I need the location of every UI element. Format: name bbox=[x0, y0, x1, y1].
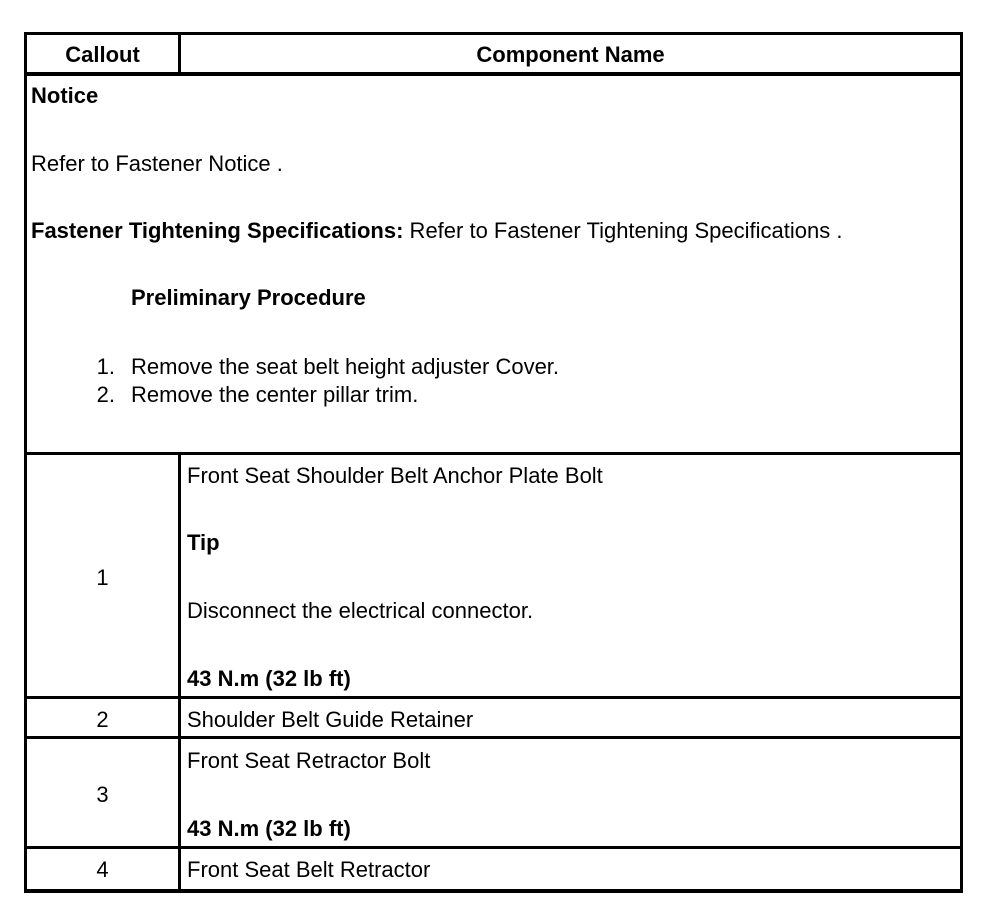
tip-text: Disconnect the electrical connector. bbox=[187, 598, 534, 623]
list-item bbox=[75, 353, 955, 381]
row-divider bbox=[24, 696, 963, 699]
step-text: Remove the center pillar trim. bbox=[131, 382, 419, 407]
callout-number: 1 bbox=[96, 565, 109, 590]
table-border-bottom bbox=[24, 889, 963, 893]
row-divider bbox=[24, 452, 963, 455]
row-divider bbox=[24, 846, 963, 849]
component-name: Front Seat Shoulder Belt Anchor Plate Bolt bbox=[187, 463, 603, 488]
component-name: Front Seat Belt Retractor bbox=[187, 857, 431, 882]
tip-title: Tip bbox=[187, 530, 220, 555]
preliminary-procedure-title: Preliminary Procedure bbox=[131, 285, 366, 310]
column-divider bbox=[178, 452, 181, 893]
notice-refer-text: Refer to Fastener Notice . bbox=[31, 151, 283, 176]
torque-spec: 43 N.m (32 lb ft) bbox=[187, 666, 351, 691]
header-component-name: Component Name bbox=[476, 42, 665, 67]
step-text: Remove the seat belt height adjuster Cover. bbox=[131, 354, 560, 379]
list-item bbox=[75, 381, 955, 409]
fastener-spec-text: Refer to Fastener Tightening Specifications . bbox=[403, 218, 843, 243]
component-table bbox=[24, 32, 963, 893]
fastener-spec-label: Fastener Tightening Specifications: bbox=[31, 218, 404, 243]
component-name: Shoulder Belt Guide Retainer bbox=[187, 707, 474, 732]
callout-number: 4 bbox=[96, 857, 109, 882]
table-border-left bbox=[24, 32, 27, 893]
step-number: 1. bbox=[96, 354, 115, 379]
component-name: Front Seat Retractor Bolt bbox=[187, 748, 431, 773]
fastener-spec-line bbox=[31, 218, 842, 244]
step-number: 2. bbox=[96, 382, 115, 407]
header-callout: Callout bbox=[65, 42, 140, 67]
callout-number: 3 bbox=[96, 782, 109, 807]
notice-title: Notice bbox=[31, 83, 99, 108]
callout-number: 2 bbox=[96, 707, 109, 732]
row-divider bbox=[24, 736, 963, 739]
preliminary-steps-list bbox=[75, 353, 955, 409]
table-border-right bbox=[960, 32, 963, 893]
torque-spec: 43 N.m (32 lb ft) bbox=[187, 816, 351, 841]
